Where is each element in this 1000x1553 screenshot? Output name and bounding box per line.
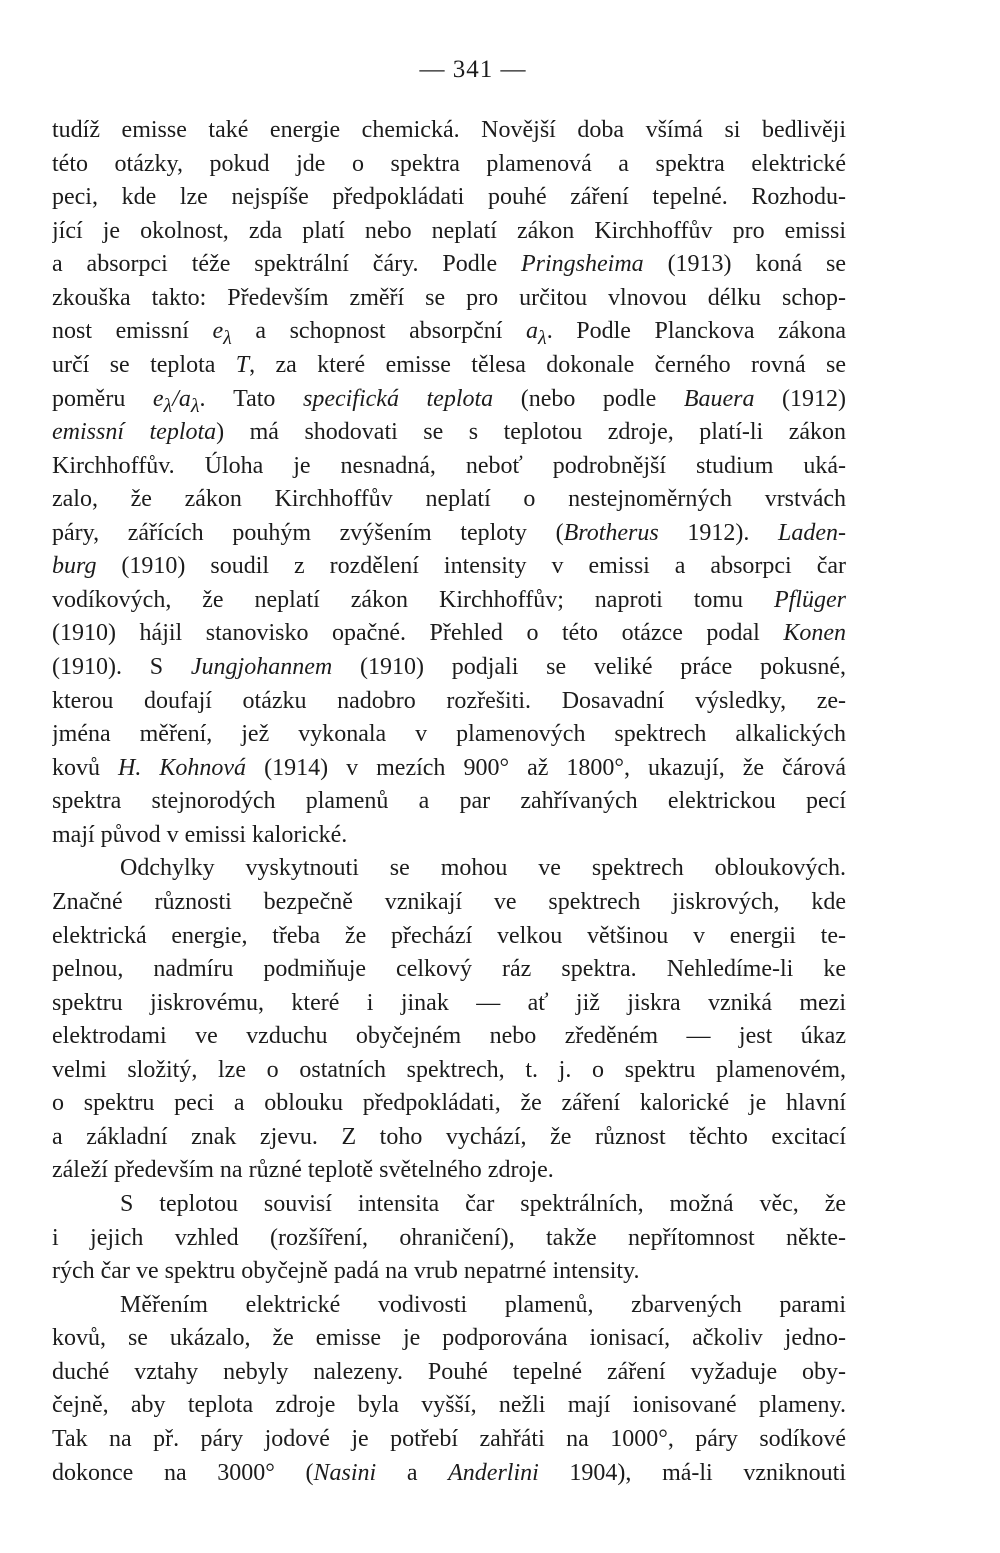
text-line: dokonce na 3000° (Nasini a Anderlini 1904), má-li vzniknouti — [52, 1459, 846, 1486]
text-line: záleží především na různé teplotě světelného zdroje. — [52, 1157, 554, 1184]
text-line: o spektru peci a oblouku předpokládati, že záření kalorické je hlavní — [52, 1090, 846, 1117]
text-line: jící je okolnost, zda platí nebo neplatí zákon Kirchhoffův pro emissi — [52, 217, 846, 244]
text-line: Kirchhoffův. Úloha je nesnadná, neboť podrobnější studium uká- — [52, 452, 846, 479]
text-line: jména měření, jež vykonala v plamenových spektrech alkalických — [52, 721, 846, 748]
text-line: mají původ v emissi kalorické. — [52, 821, 348, 848]
text-line: této otázky, pokud jde o spektra plamenová a spektra elektrické — [52, 150, 846, 177]
text-line: čejně, aby teplota zdroje byla vyšší, nežli mají ionisované plameny. — [52, 1392, 846, 1419]
text-line: Tak na př. páry jodové je potřebí zahřáti na 1000°, páry sodíkové — [52, 1425, 846, 1452]
text-line: peci, kde lze nejspíše předpokládati pouhé záření tepelné. Rozhodu- — [52, 184, 846, 211]
text-line: tudíž emisse také energie chemická. Novější doba všímá si bedlivěji — [52, 117, 846, 143]
text-line: Odchylky vyskytnouti se mohou ve spektrech obloukových. — [120, 855, 846, 882]
text-line: rých čar ve spektru obyčejně padá na vrub nepatrné intensity. — [52, 1258, 640, 1285]
text-line: duché vztahy nebyly nalezeny. Pouhé tepelné záření vyžaduje oby- — [52, 1358, 846, 1385]
text-line: kterou doufají otázku nadobro rozřešiti. Dosavadní výsledky, ze- — [52, 687, 846, 714]
text-line: kovů, se ukázalo, že emisse je podporována ionisací, ačkoliv jedno- — [52, 1325, 846, 1352]
text-line: S teplotou souvisí intensita čar spektrálních, možná věc, že — [120, 1191, 846, 1217]
text-line: zkouška takto: Především změří se pro určitou vlnovou délku schop- — [52, 284, 846, 311]
text-line: i jejich vzhled (rozšíření, ohraničení), takže nepřítomnost někte- — [52, 1224, 846, 1251]
text-line: elektrodami ve vzduchu obyčejném nebo zředěném — jest úkaz — [52, 1023, 846, 1050]
text-line: určí se teplota T, za které emisse tělesa dokonale černého rovná se — [52, 351, 846, 378]
text-line: zalo, že zákon Kirchhoffův neplatí o nestejnoměrných vrstvách — [52, 486, 846, 513]
text-line: velmi složitý, lze o ostatních spektrech, t. j. o spektru plamenovém, — [52, 1056, 846, 1083]
text-line: a základní znak zjevu. Z toho vychází, že různost těchto excitací — [52, 1123, 846, 1150]
text-line: páry, zářících pouhým zvýšením teploty (Brotherus 1912). Laden- — [52, 519, 846, 546]
text-line: elektrická energie, třeba že přechází velkou většinou v energii te- — [52, 922, 846, 949]
text-line: (1910) hájil stanovisko opačné. Přehled o této otázce podal Konen — [52, 620, 846, 647]
page-number: — 341 — — [419, 56, 527, 83]
text-line: spektra stejnorodých plamenů a par zahřívaných elektrickou pecí — [52, 788, 846, 815]
text-line: nost emissní $e_\lambda$ a schopnost absorpční $a_\lambda$. Podle Planckova zákona — [52, 318, 846, 349]
text-line: burg (1910) soudil z rozdělení intensity v emissi a absorpci čar — [52, 553, 846, 580]
text-line: (1910). S Jungjohannem (1910) podjali se veliké práce pokusné, — [52, 654, 846, 680]
body-text — [52, 114, 846, 1490]
text-line: Značné různosti bezpečně vznikají ve spektrech jiskrových, kde — [52, 888, 846, 915]
text-line: vodíkových, že neplatí zákon Kirchhoffův; naproti tomu Pflüger — [52, 586, 846, 613]
text-line: kovů H. Kohnová (1914) v mezích 900° až 1800°, ukazují, že čárová — [52, 754, 846, 781]
text-line: poměru $e_\lambda/a_\lambda$. Tato specifická teplota (nebo podle Bauera (1912) — [52, 385, 846, 417]
text-line: a absorpci téže spektrální čáry. Podle Pringsheima (1913) koná se — [52, 251, 846, 278]
text-line: spektru jiskrovému, které i jinak — ať již jiskra vzniká mezi — [52, 989, 846, 1016]
text-line: emissní teplota) má shodovati se s teplotou zdroje, platí-li zákon — [52, 419, 846, 446]
text-line: pelnou, nadmíru podmiňuje celkový ráz spektra. Nehledíme-li ke — [52, 956, 846, 983]
text-line: Měřením elektrické vodivosti plamenů, zbarvených parami — [120, 1291, 846, 1318]
